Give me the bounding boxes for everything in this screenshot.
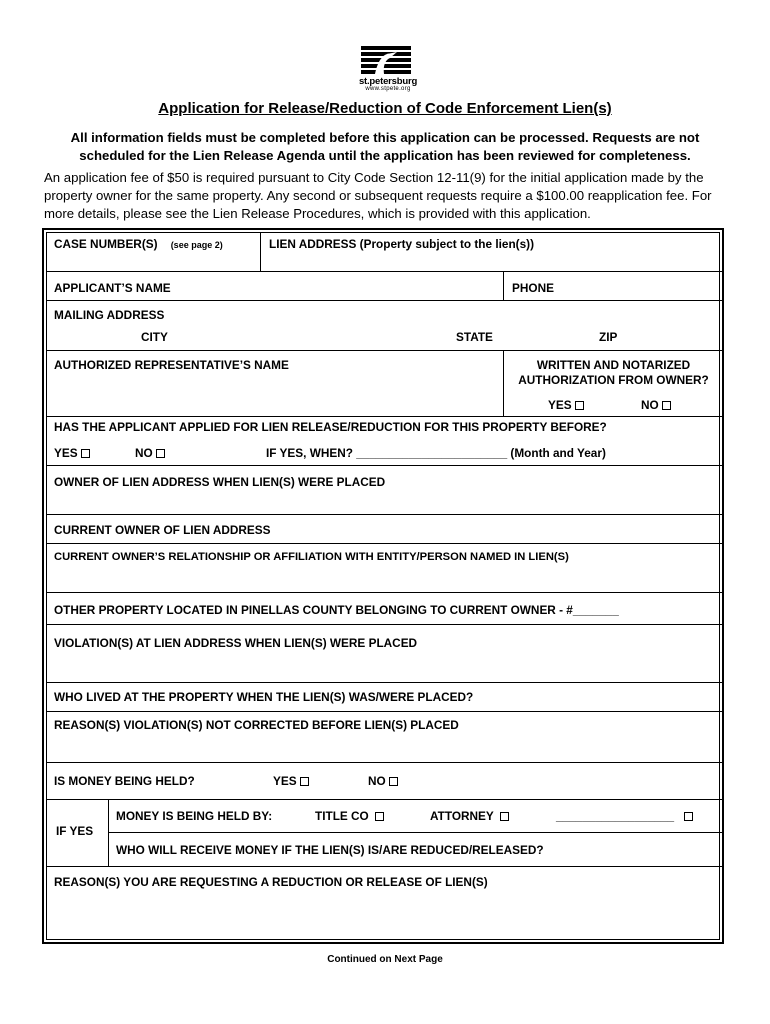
case-number-label: CASE NUMBER(S) (see page 2) [54, 237, 223, 251]
applied-no-option[interactable]: NO [135, 446, 165, 460]
page-title: Application for Release/Reduction of Code Enforcement Lien(s) [158, 100, 612, 117]
who-lived-label: WHO LIVED AT THE PROPERTY WHEN THE LIEN(S) WAS/WERE PLACED? [54, 690, 474, 704]
phone-label: PHONE [512, 281, 554, 295]
money-yes-option[interactable]: YES [273, 774, 309, 788]
held-by-label: MONEY IS BEING HELD BY: [116, 809, 273, 823]
title-co-option[interactable]: TITLE CO [315, 809, 384, 823]
reasons-not-corrected-label: REASON(S) VIOLATION(S) NOT CORRECTED BEFORE LIEN(S) PLACED [54, 718, 459, 732]
logo-name: st.petersburg [358, 76, 418, 87]
completeness-notice: All information fields must be completed before this application can be processed. Requests are not scheduled for the Lien Release Agenda until the application has been reviewed for completeness. [70, 130, 700, 163]
auth-no-option[interactable]: NO [641, 398, 671, 412]
who-receive-label: WHO WILL RECEIVE MONEY IF THE LIEN(S) IS/ARE REDUCED/RELEASED? [116, 843, 544, 857]
city-label: CITY [141, 330, 168, 344]
applied-yes-checkbox[interactable] [81, 449, 90, 458]
current-owner-label: CURRENT OWNER OF LIEN ADDRESS [54, 523, 271, 537]
applied-before-label: HAS THE APPLICANT APPLIED FOR LIEN RELEASE/REDUCTION FOR THIS PROPERTY BEFORE? [54, 420, 607, 434]
auth-yes-option[interactable]: YES [548, 398, 584, 412]
applied-no-checkbox[interactable] [156, 449, 165, 458]
mailing-address-label: MAILING ADDRESS [54, 308, 165, 322]
applicant-name-label: APPLICANT’S NAME [54, 281, 171, 295]
state-label: STATE [456, 330, 493, 344]
lien-address-label: LIEN ADDRESS (Property subject to the lien(s)) [269, 237, 535, 251]
other-property-label: OTHER PROPERTY LOCATED IN PINELLAS COUNTY BELONGING TO CURRENT OWNER - #_______ [54, 603, 619, 617]
money-held-label: IS MONEY BEING HELD? [54, 774, 195, 788]
see-page-note: (see page 2) [170, 240, 223, 250]
auth-no-checkbox[interactable] [662, 401, 671, 410]
owner-when-placed-label: OWNER OF LIEN ADDRESS WHEN LIEN(S) WERE PLACED [54, 475, 386, 489]
attorney-option[interactable]: ATTORNEY [430, 809, 509, 823]
title-co-checkbox[interactable] [375, 812, 384, 821]
applied-yes-option[interactable]: YES [54, 446, 90, 460]
other-holder-option[interactable]: __________________ [556, 809, 693, 823]
application-form [42, 228, 724, 944]
relationship-label: CURRENT OWNER’S RELATIONSHIP OR AFFILIATION WITH ENTITY/PERSON NAMED IN LIEN(S) [54, 551, 569, 563]
money-no-checkbox[interactable] [389, 777, 398, 786]
if-yes-label: IF YES [56, 824, 94, 838]
zip-label: ZIP [599, 330, 618, 344]
logo-url: www.stpete.org [365, 86, 411, 92]
other-holder-checkbox[interactable] [684, 812, 693, 821]
written-auth-label-1: WRITTEN AND NOTARIZED [536, 358, 691, 372]
auth-yes-checkbox[interactable] [575, 401, 584, 410]
money-yes-checkbox[interactable] [300, 777, 309, 786]
continued-note: Continued on Next Page [327, 954, 443, 965]
attorney-checkbox[interactable] [500, 812, 509, 821]
violations-label: VIOLATION(S) AT LIEN ADDRESS WHEN LIEN(S) WERE PLACED [54, 636, 418, 650]
written-auth-label-2: AUTHORIZATION FROM OWNER? [518, 373, 709, 387]
fee-paragraph: An application fee of $50 is required pursuant to City Code Section 12-11(9) for the initial application made by the property owner for the same property. Any second or subsequent requests require a $100.00 reapplication fee. For more details, please see the Lien Release Procedures, which is provided with this application. [44, 170, 712, 221]
if-yes-when-field[interactable]: IF YES, WHEN? _______________________ (Month and Year) [266, 446, 606, 460]
money-no-option[interactable]: NO [368, 774, 398, 788]
authorized-rep-label: AUTHORIZED REPRESENTATIVE’S NAME [54, 358, 289, 372]
reasons-requesting-label: REASON(S) YOU ARE REQUESTING A REDUCTION OR RELEASE OF LIEN(S) [54, 875, 488, 889]
